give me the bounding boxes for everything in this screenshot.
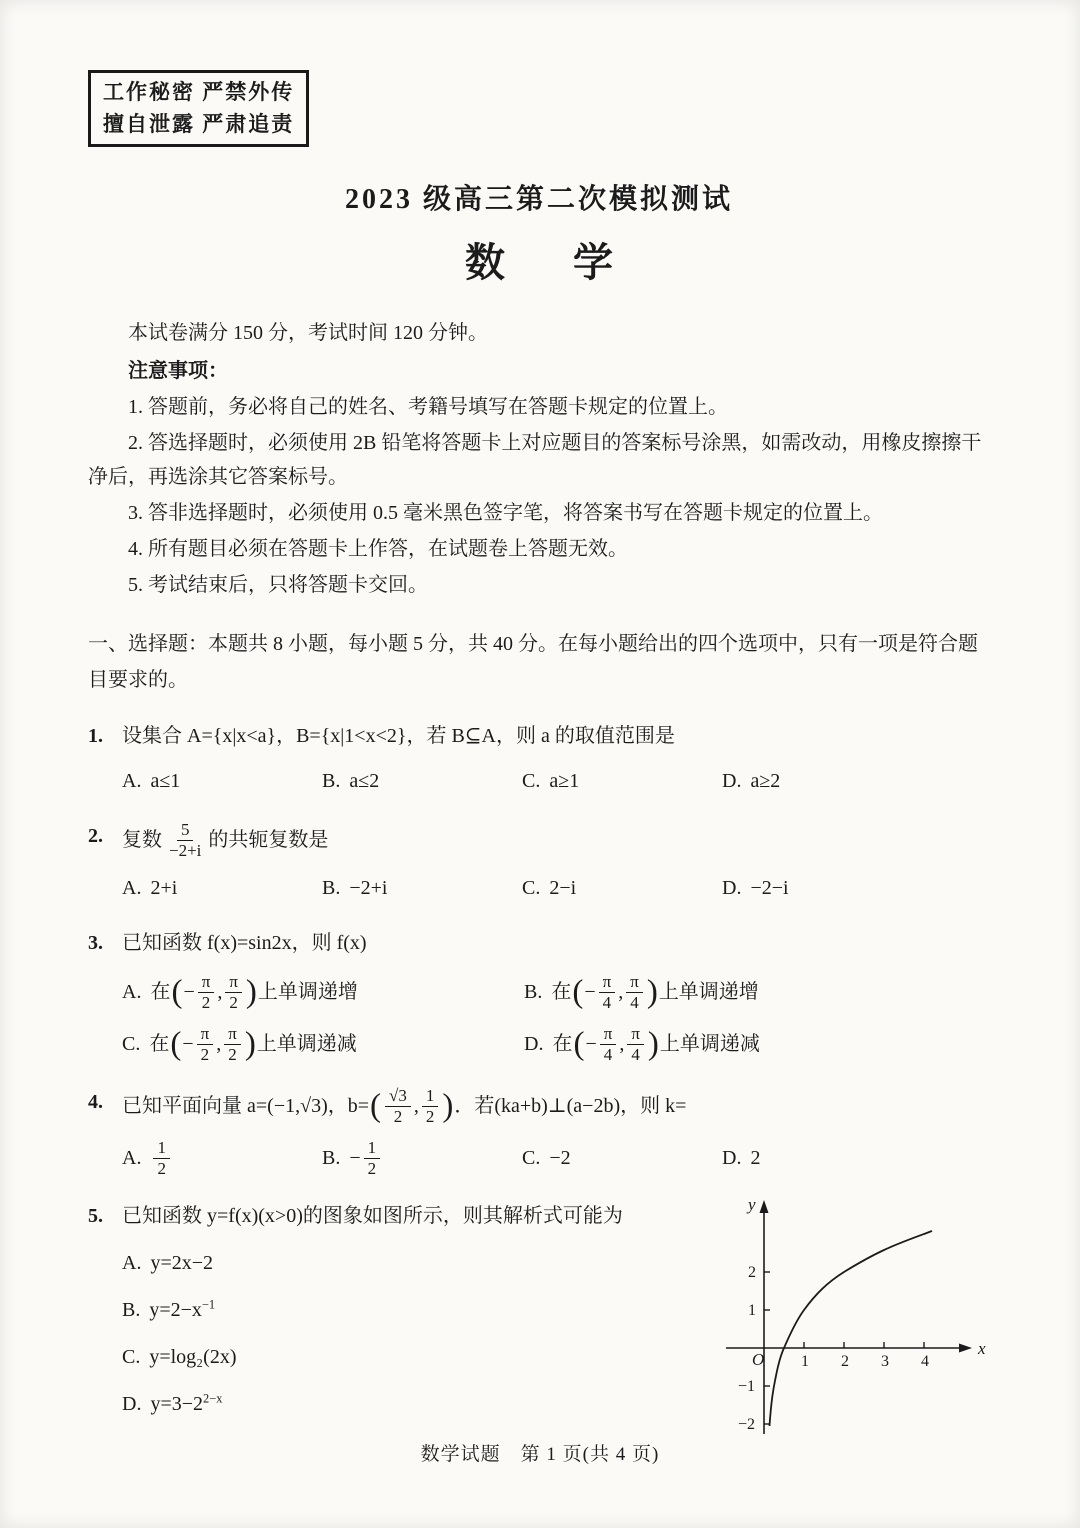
fraction <box>385 1086 411 1126</box>
y-tick-label: −1 <box>738 1378 756 1396</box>
fraction-numerator: π <box>198 972 215 993</box>
option-a <box>122 1247 682 1280</box>
question-5-body <box>122 1195 990 1434</box>
question-1-number: 1. <box>88 725 103 747</box>
option-text: 2 <box>750 1146 761 1169</box>
option-label: B. <box>322 770 341 792</box>
question-4-stem <box>122 1086 990 1126</box>
question-3-options-row-1 <box>122 972 990 1012</box>
question-5 <box>88 1195 990 1434</box>
fraction-numerator: π <box>626 972 643 993</box>
fraction-denominator: 4 <box>631 1044 640 1064</box>
x-tick-label: 2 <box>841 1353 849 1371</box>
option-text-superscript: −1 <box>201 1297 216 1312</box>
close-paren: ) <box>646 973 658 1010</box>
option-label: B. <box>524 980 543 1003</box>
x-tick-label: 3 <box>881 1353 889 1371</box>
question-3-stem: 已知函数 f(x)=sin2x，则 f(x) <box>122 932 367 955</box>
fraction-denominator: 2 <box>425 1106 435 1126</box>
option-label: A. <box>122 770 142 792</box>
close-paren: ) <box>647 1025 659 1062</box>
stem-text: 复数 <box>122 828 162 851</box>
option-b <box>322 1138 522 1178</box>
stamp-line-1: 工作秘密 严禁外传 <box>103 80 295 104</box>
function-curve <box>770 1231 933 1426</box>
fraction-denominator: 2 <box>228 1044 237 1064</box>
fraction-denominator: 4 <box>630 992 639 1012</box>
fraction <box>627 1024 644 1064</box>
comma: , <box>618 980 624 1003</box>
question-5-number: 5. <box>88 1205 103 1228</box>
question-4-number: 4. <box>88 1091 103 1114</box>
x-tick-label: 4 <box>921 1353 929 1371</box>
y-axis-label: y <box>748 1195 756 1215</box>
minus-sign: − <box>585 1032 597 1055</box>
fraction-denominator: 2 <box>367 1158 377 1178</box>
fraction-numerator: π <box>627 1024 644 1045</box>
option-d <box>722 872 789 905</box>
option-text <box>149 1294 215 1327</box>
option-text: a≤1 <box>150 770 181 792</box>
option-c <box>522 1142 722 1175</box>
option-label: C. <box>522 1146 541 1169</box>
option-c <box>522 765 722 798</box>
option-text: y=log₂(2x) <box>149 1346 237 1369</box>
question-1-stem: 设集合 A={x|x<a}，B={x|1<x<2}，若 B⊆A，则 a 的取值范围是 <box>122 725 675 747</box>
option-label: A. <box>122 1252 142 1275</box>
minus-sign: − <box>349 1146 361 1169</box>
question-2 <box>88 820 990 905</box>
question-1 <box>88 720 990 798</box>
option-label: B. <box>322 1146 341 1169</box>
origin-label: O <box>752 1350 765 1370</box>
notice-item-4: 4. 所有题目必须在答题卡上作答，在试题卷上答题无效。 <box>128 538 628 560</box>
option-d <box>122 1388 682 1421</box>
option-label: C. <box>522 877 541 900</box>
option-label: B. <box>322 877 341 900</box>
fraction-numerator: π <box>600 1024 617 1045</box>
notice-item-5: 5. 考试结束后，只将答题卡交回。 <box>128 574 428 596</box>
q5-function-graph <box>704 1190 1004 1442</box>
open-paren: ( <box>171 973 183 1010</box>
fraction-numerator: 1 <box>422 1086 439 1107</box>
fraction <box>197 1024 214 1064</box>
option-a <box>122 765 322 798</box>
minus-sign: − <box>183 980 195 1003</box>
confidential-stamp <box>88 70 309 147</box>
fraction-numerator: π <box>599 972 616 993</box>
y-tick-label: 1 <box>748 1302 756 1320</box>
exam-summary: 本试卷满分 150 分，考试时间 120 分钟。 <box>128 322 488 344</box>
option-text: 在 <box>552 1032 573 1055</box>
fraction <box>626 972 643 1012</box>
y-axis-arrow <box>760 1200 769 1213</box>
comma: , <box>217 980 223 1003</box>
fraction <box>153 1138 170 1178</box>
option-label: D. <box>722 877 742 900</box>
option-text: 上单调递减 <box>256 1032 357 1055</box>
notice-item-1: 1. 答题前，务必将自己的姓名、考籍号填写在答题卡规定的位置上。 <box>128 396 728 418</box>
option-a <box>122 1138 322 1178</box>
option-a <box>122 972 524 1012</box>
close-paren: ) <box>244 1025 256 1062</box>
option-a <box>122 872 322 905</box>
option-text: a≥1 <box>549 770 580 792</box>
option-c <box>122 1024 524 1064</box>
section-heading: 一、选择题：本题共 8 小题，每小题 5 分，共 40 分。在每小题给出的四个选项中，只有一项是符合题目要求的。 <box>88 633 978 691</box>
fraction <box>198 972 215 1012</box>
fraction-numerator: π <box>197 1024 214 1045</box>
fraction <box>225 972 242 1012</box>
option-label: D. <box>722 1146 742 1169</box>
option-label: D. <box>524 1032 544 1055</box>
fraction <box>165 820 205 860</box>
option-label: B. <box>122 1299 141 1322</box>
fraction <box>224 1024 241 1064</box>
option-c <box>122 1341 682 1374</box>
fraction-numerator: 1 <box>364 1138 381 1159</box>
option-text: 在 <box>149 1032 170 1055</box>
option-text: 2+i <box>150 877 178 900</box>
minus-sign: − <box>584 980 596 1003</box>
option-d <box>722 1142 760 1175</box>
option-text: −2+i <box>349 877 388 900</box>
stem-text: 已知平面向量 a=(−1,√3)，b= <box>122 1094 370 1117</box>
option-label: A. <box>122 980 142 1003</box>
option-text: −2−i <box>750 877 789 900</box>
option-label: D. <box>122 1393 142 1416</box>
comma: , <box>619 1032 625 1055</box>
fraction-numerator: π <box>225 972 242 993</box>
fraction-denominator: 4 <box>603 1044 613 1064</box>
option-label: C. <box>522 770 541 792</box>
option-label: A. <box>122 877 142 900</box>
fraction-numerator: 1 <box>153 1138 170 1159</box>
minus-sign: − <box>182 1032 194 1055</box>
option-text: y=2x−2 <box>150 1252 214 1275</box>
fraction-denominator: 2 <box>393 1106 403 1126</box>
question-5-stem: 已知函数 y=f(x)(x>0)的图象如图所示，则其解析式可能为 <box>122 1205 623 1228</box>
fraction <box>600 1024 617 1064</box>
stamp-line-2: 擅自泄露 严肃追责 <box>103 111 295 136</box>
close-paren: ) <box>245 973 257 1010</box>
fraction <box>422 1086 439 1126</box>
option-text: 在 <box>150 980 171 1003</box>
option-d <box>524 1024 760 1064</box>
fraction-numerator: √3 <box>385 1086 411 1107</box>
option-text: 在 <box>551 980 572 1003</box>
fraction-denominator: 2 <box>201 992 211 1012</box>
open-paren: ( <box>573 1025 585 1062</box>
fraction-denominator: 4 <box>602 992 612 1012</box>
subject-title: 数 学 <box>465 240 627 285</box>
option-b <box>524 972 759 1012</box>
option-label: C. <box>122 1032 141 1055</box>
fraction-denominator: 2 <box>157 1158 166 1178</box>
comma: , <box>413 1094 419 1117</box>
open-paren: ( <box>572 973 584 1010</box>
option-b <box>322 765 522 798</box>
exam-title: 2023 级高三第二次模拟测试 <box>344 184 733 215</box>
question-3-number: 3. <box>88 932 103 955</box>
fraction-numerator: 5 <box>177 820 194 841</box>
page-footer: 数学试题 第 1 页(共 4 页) <box>420 1444 660 1465</box>
option-d <box>722 765 780 798</box>
option-text: 上单调递增 <box>658 980 759 1003</box>
option-text: a≥2 <box>750 770 781 792</box>
fraction-numerator: π <box>224 1024 241 1045</box>
notice-item-2: 2. 答选择题时，必须使用 2B 铅笔将答题卡上对应题目的答案标号涂黑，如需改动，用橡皮擦擦干净后，再选涂其它答案标号。 <box>88 432 982 488</box>
question-4-options <box>122 1138 990 1178</box>
option-text-base: y=3−2 <box>150 1393 204 1416</box>
option-text: 上单调递增 <box>257 980 358 1003</box>
y-tick-label: −2 <box>738 1416 756 1434</box>
question-1-options <box>122 765 990 798</box>
open-paren: ( <box>170 1025 182 1062</box>
fraction-denominator: 2 <box>200 1044 210 1064</box>
question-5-left-column <box>122 1200 682 1421</box>
question-4 <box>88 1086 990 1178</box>
x-tick-label: 1 <box>801 1353 809 1371</box>
option-text-superscript: 2−x <box>203 1391 223 1406</box>
question-3-options-row-2 <box>122 1024 990 1064</box>
notice-title: 注意事项： <box>128 360 228 382</box>
fraction-denominator: −2+i <box>169 840 202 860</box>
option-text <box>150 1388 222 1421</box>
stem-text: ．若(ka+b)⊥(a−2b)，则 k= <box>454 1094 687 1117</box>
option-text: a≤2 <box>349 770 380 792</box>
comma: , <box>216 1032 222 1055</box>
open-paren: ( <box>370 1087 382 1124</box>
question-2-options <box>122 872 990 905</box>
fraction <box>599 972 616 1012</box>
option-label: C. <box>122 1346 141 1369</box>
fraction <box>364 1138 381 1178</box>
y-tick-label: 2 <box>748 1264 756 1282</box>
option-b <box>322 872 522 905</box>
option-c <box>522 872 722 905</box>
option-b <box>122 1294 682 1327</box>
option-text: −2 <box>549 1146 571 1169</box>
fraction-denominator: 2 <box>229 992 238 1012</box>
question-3 <box>88 927 990 1064</box>
question-2-number: 2. <box>88 825 103 847</box>
option-text: 2−i <box>549 877 577 900</box>
option-label: D. <box>722 770 742 792</box>
x-axis-label: x <box>978 1339 986 1359</box>
option-text-base: y=2−x <box>149 1299 202 1322</box>
close-paren: ) <box>442 1087 454 1124</box>
option-text: 上单调递减 <box>659 1032 760 1055</box>
x-axis-arrow <box>959 1344 972 1353</box>
notice-item-3: 3. 答非选择题时，必须使用 0.5 毫米黑色签字笔，将答案书写在答题卡规定的位置上。 <box>128 502 883 524</box>
graph-svg <box>704 1190 1004 1442</box>
option-label: A. <box>122 1146 142 1169</box>
question-2-stem <box>122 820 990 860</box>
stem-text: 的共轭复数是 <box>208 828 329 851</box>
